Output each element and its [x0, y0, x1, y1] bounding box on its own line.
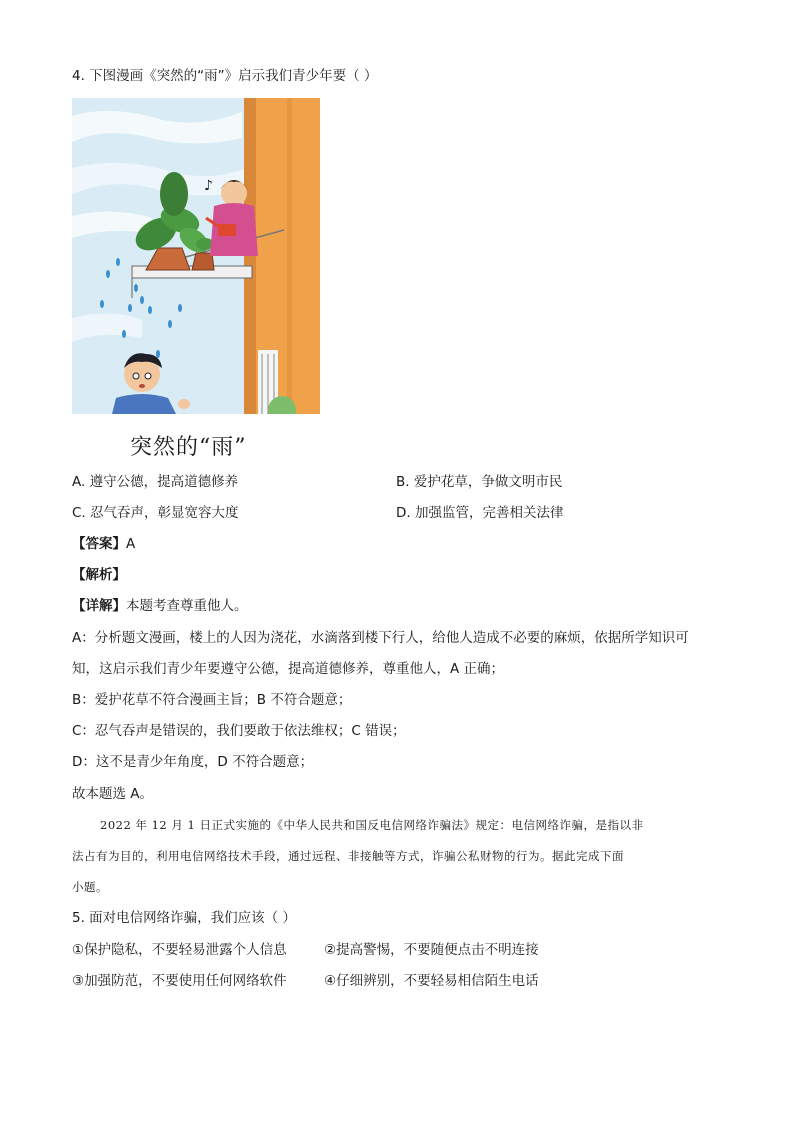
- cartoon-caption: 突然的“雨”: [130, 435, 247, 460]
- q5-item-1: ①保护隐私，不要轻易泄露个人信息: [72, 942, 287, 958]
- detail-line: [72, 596, 248, 616]
- option-b: B. 爱护花草，争做文明市民: [396, 474, 563, 490]
- q5-item-3: ③加强防范，不要使用任何网络软件: [72, 973, 287, 989]
- option-d: D. 加强监管，完善相关法律: [396, 505, 564, 521]
- explanation-line-1: A：分析题文漫画，楼上的人因为浇花，水滴落到楼下行人，给他人造成不必要的麻烦，依据所学知识可: [72, 630, 689, 646]
- question-5-stem: 5. 面对电信网络诈骗，我们应该（ ）: [72, 910, 296, 926]
- conclusion-line: 故本题选 A。: [72, 786, 154, 802]
- question-4-stem: 4. 下图漫画《突然的“雨”》启示我们青少年要（ ）: [72, 68, 378, 84]
- detail-tag: 【详解】: [72, 598, 126, 614]
- analysis-tag: 【解析】: [72, 567, 126, 583]
- explanation-line-4: C：忍气吞声是错误的，我们要敢于依法维权；C 错误；: [72, 723, 406, 739]
- answer-line: [72, 534, 135, 554]
- q5-item-4: ④仔细辨别，不要轻易相信陌生电话: [324, 973, 539, 989]
- answer-value: A: [126, 536, 136, 552]
- explanation-line-3: B：爱护花草不符合漫画主旨；B 不符合题意；: [72, 692, 352, 708]
- option-c: C. 忍气吞声，彰显宽容大度: [72, 505, 239, 521]
- material-line-1: 2022 年 12 月 1 日正式实施的《中华人民共和国反电信网络诈骗法》规定：电信网络诈骗，是指以非: [100, 818, 644, 832]
- explanation-line-2: 知，这启示我们青少年要遵守公德，提高道德修养，尊重他人，A 正确；: [72, 661, 505, 677]
- cartoon-sudden-rain: [72, 98, 320, 414]
- material-paragraph: [72, 810, 722, 903]
- answer-tag: 【答案】: [72, 536, 126, 552]
- svg-text:♪: ♪: [204, 178, 213, 194]
- material-line-3: 小题。: [72, 880, 108, 894]
- detail-text: 本题考查尊重他人。: [126, 598, 248, 614]
- q5-item-2: ②提高警惕，不要随便点击不明连接: [324, 942, 539, 958]
- option-a: A. 遵守公德，提高道德修养: [72, 474, 239, 490]
- material-line-2: 法占有为目的，利用电信网络技术手段，通过远程、非接触等方式，诈骗公私财物的行为。据此完成下面: [72, 849, 624, 863]
- explanation-line-5: D：这不是青少年角度，D 不符合题意；: [72, 754, 314, 770]
